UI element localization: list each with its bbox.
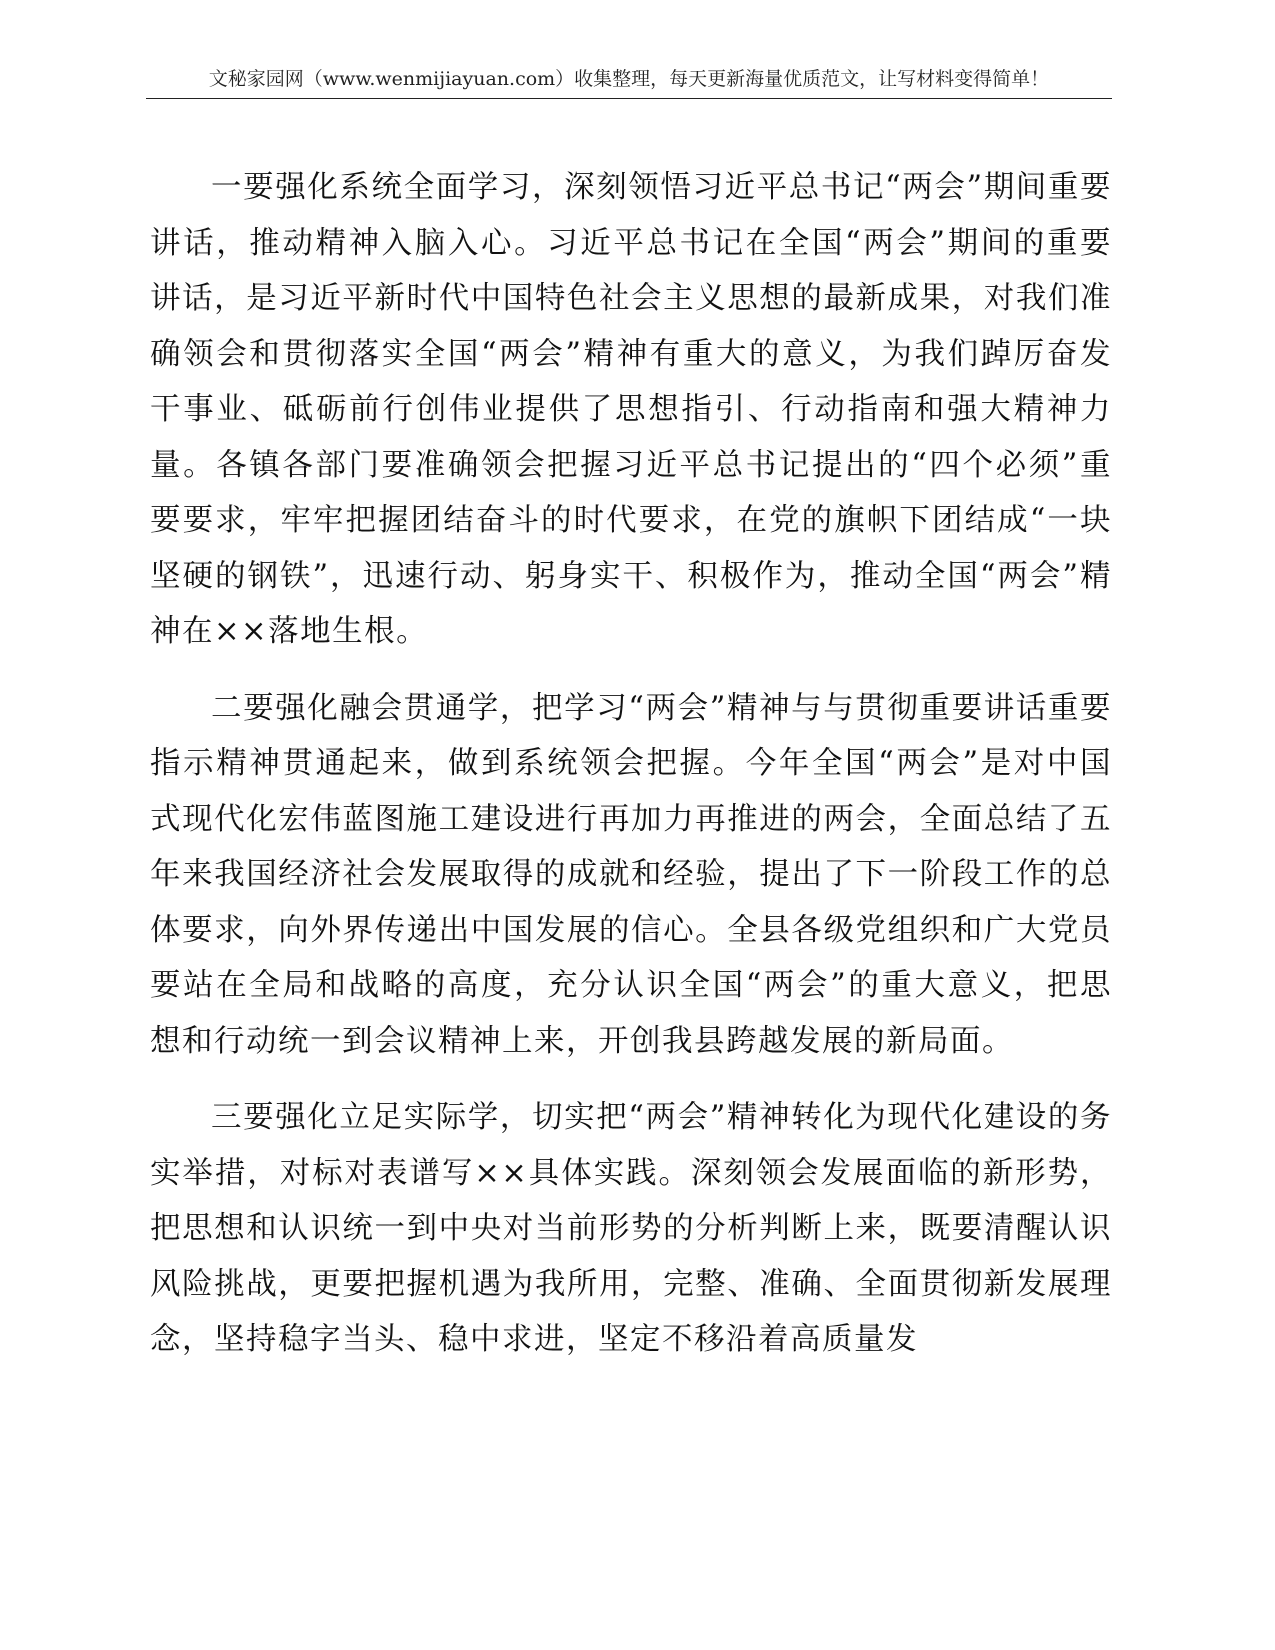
paragraph-1: 一要强化系统全面学习，深刻领悟习近平总书记“两会”期间重要讲话，推动精神入脑入心。习近平总书记在全国“两会”期间的重要讲话，是习近平新时代中国特色社会主义思想的最新成果，对我们准确领会和贯彻落实全国“两会”精神有重大的意义，为我们踔厉奋发干事业、砥砺前行创伟业提供了思想指引、行动指南和强大精神力量。各镇各部门要准确领会把握习近平总书记提出的“四个必须”重要要求，牢牢把握团结奋斗的时代要求，在党的旗帜下团结成“一块坚硬的钢铁”，迅速行动、躬身实干、积极作为，推动全国“两会”精神在××落地生根。 [150, 170, 1112, 649]
page-header: 文秘家园网（www.wenmijiayuan.com）收集整理，每天更新海量优质范文，让写材料变得简单！ [146, 66, 1112, 99]
document-body [150, 160, 1112, 1389]
paragraph-2: 二要强化融会贯通学，把学习“两会”精神与与贯彻重要讲话重要指示精神贯通起来，做到系统领会把握。今年全国“两会”是对中国式现代化宏伟蓝图施工建设进行再加力再推进的两会，全面总结了五年来我国经济社会发展取得的成就和经验，提出了下一阶段工作的总体要求，向外界传递出中国发展的信心。全县各级党组织和广大党员要站在全局和战略的高度，充分认识全国“两会”的重大意义，把思想和行动统一到会议精神上来，开创我县跨越发展的新局面。 [150, 690, 1112, 1059]
paragraph-3: 三要强化立足实际学，切实把“两会”精神转化为现代化建设的务实举措，对标对表谱写××具体实践。深刻领会发展面临的新形势，把思想和认识统一到中央对当前形势的分析判断上来，既要清醒认识风险挑战，更要把握机遇为我所用，完整、准确、全面贯彻新发展理念，坚持稳字当头、稳中求进，坚定不移沿着高质量发 [150, 1100, 1112, 1357]
